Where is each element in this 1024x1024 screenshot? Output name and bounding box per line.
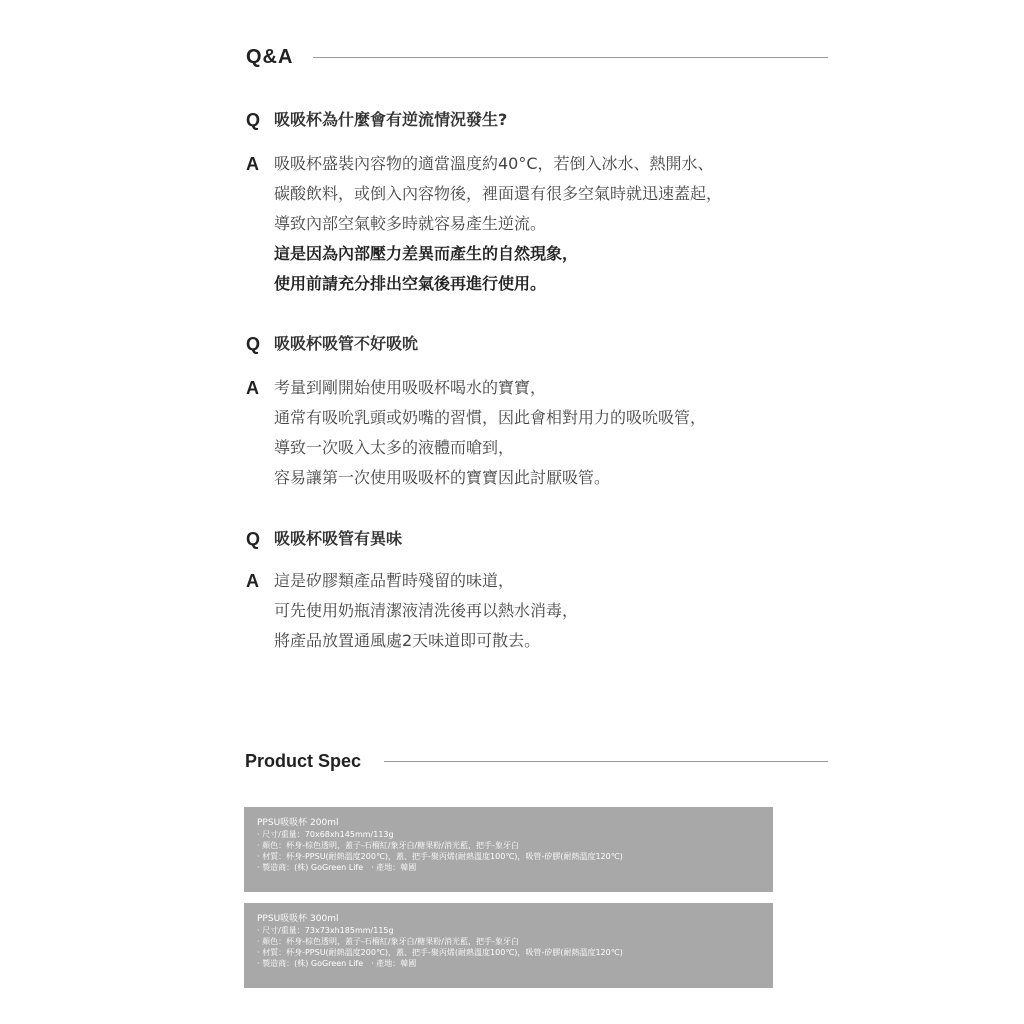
question-label: Q	[246, 529, 261, 549]
spec-color: · 顏色：杯身-棕色透明，蓋子-石榴紅/象牙白/糖果粉/消光藍，把手-象牙白	[257, 937, 519, 946]
answer-line-emphasis: 使用前請充分排出空氣後再進行使用。	[274, 274, 547, 293]
question-text: 吸吸杯吸管不好吸吮	[274, 334, 419, 353]
answer-row	[246, 149, 722, 299]
question-label: Q	[246, 110, 261, 130]
question-label: Q	[246, 334, 261, 354]
spec-material: · 材質：杯身-PPSU(耐熱溫度200℃)，蓋、把手-聚丙烯(耐熱溫度100℃)，吸管-矽膠(耐熱溫度120℃)	[257, 852, 623, 861]
answer-line: 容易讓第一次使用吸吸杯的寶寶因此討厭吸管。	[274, 468, 611, 487]
answer-row	[246, 566, 578, 656]
answer-line: 碳酸飲料，或倒入內容物後，裡面還有很多空氣時就迅速蓋起，	[274, 184, 723, 203]
question-row	[246, 109, 507, 131]
spec-manufacturer: · 製造商：(株) GoGreen Life · 產地：韓國	[257, 959, 417, 968]
answer-line: 導致一次吸入太多的液體而嗆到，	[274, 438, 515, 457]
spec-product-name: PPSU吸吸杯 200ml	[257, 818, 339, 828]
answer-line-emphasis: 這是因為內部壓力差異而產生的自然現象，	[274, 244, 579, 263]
spec-color: · 顏色：杯身-棕色透明，蓋子-石榴紅/象牙白/糖果粉/消光藍，把手-象牙白	[257, 841, 519, 850]
answer-label: A	[246, 154, 259, 174]
answer-text	[274, 566, 578, 656]
spec-product-name: PPSU吸吸杯 300ml	[257, 914, 339, 924]
answer-line: 可先使用奶瓶清潔液清洗後再以熱水消毒，	[274, 601, 579, 620]
spec-section-header	[245, 746, 828, 776]
question-row	[246, 528, 402, 550]
qa-header-divider	[313, 57, 828, 58]
answer-text	[274, 149, 722, 299]
answer-line: 將產品放置通風處2天味道即可散去。	[274, 631, 541, 650]
spec-material: · 材質：杯身-PPSU(耐熱溫度200℃)，蓋、把手-聚丙烯(耐熱溫度100℃)，吸管-矽膠(耐熱溫度120℃)	[257, 948, 623, 957]
spec-header-divider	[384, 761, 828, 762]
answer-line: 通常有吸吮乳頭或奶嘴的習慣，因此會相對用力的吸吮吸管，	[274, 408, 707, 427]
answer-line: 吸吸杯盛裝內容物的適當溫度約40°C，若倒入冰水、熱開水、	[274, 154, 714, 173]
answer-row	[246, 373, 706, 493]
qa-section-header	[246, 42, 828, 72]
question-text: 吸吸杯吸管有異味	[274, 529, 403, 548]
spec-box	[244, 807, 773, 892]
spec-size-weight: · 尺寸/重量：73x73xh185mm/115g	[257, 926, 394, 935]
answer-text	[274, 373, 706, 493]
question-text: 吸吸杯為什麼會有逆流情況發生?	[274, 110, 508, 129]
answer-line: 這是矽膠類產品暫時殘留的味道，	[274, 571, 515, 590]
answer-label: A	[246, 571, 259, 591]
qa-section-title: Q&A	[246, 45, 294, 68]
spec-size-weight: · 尺寸/重量：70x68xh145mm/113g	[257, 830, 394, 839]
answer-line: 導致內部空氣較多時就容易產生逆流。	[274, 214, 547, 233]
question-row	[246, 333, 418, 355]
spec-section-title: Product Spec	[245, 750, 362, 771]
answer-label: A	[246, 378, 259, 398]
spec-box	[244, 903, 773, 988]
spec-manufacturer: · 製造商：(株) GoGreen Life · 產地：韓國	[257, 863, 417, 872]
answer-line: 考量到剛開始使用吸吸杯喝水的寶寶，	[274, 378, 547, 397]
